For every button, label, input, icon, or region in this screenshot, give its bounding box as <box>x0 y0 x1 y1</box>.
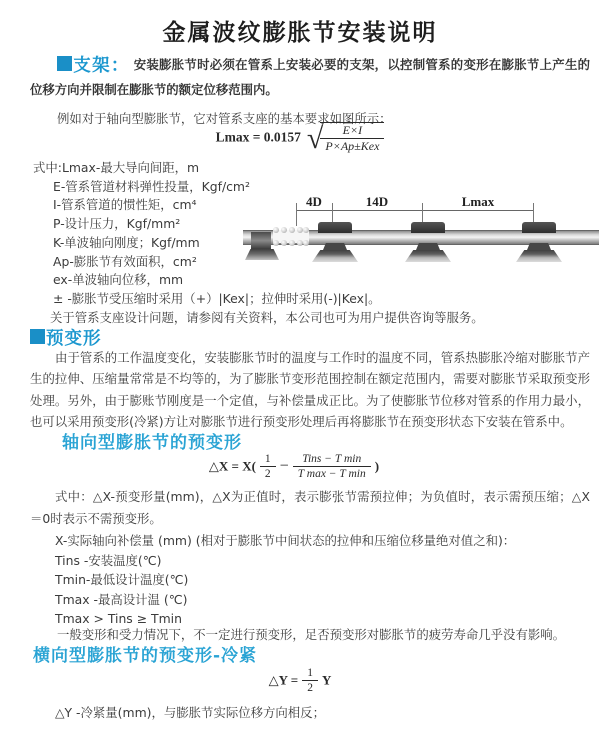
definition-item: E-管系管道材料弹性投量，Kgf/cm² <box>53 178 250 194</box>
dim-label-4d: 4D <box>306 194 322 209</box>
anchor-block <box>251 232 271 249</box>
axial-note-line: 一般变形和受力情况下，不一定进行预变形，足否预变形对膨胀节的疲劳寿命几乎没有影响。 <box>57 627 566 642</box>
definition-item: ex-单波轴向位移，mm <box>53 272 184 288</box>
definition-item: 式中:Lmax-最大导向间距，m <box>33 160 200 175</box>
lmax-formula-lhs: Lmax = 0.0157 <box>215 129 301 145</box>
blue-square-bullet <box>30 329 45 344</box>
lmax-formula-fraction <box>320 122 384 154</box>
dim-label-14d: 14D <box>365 194 389 209</box>
axial-formula-lhs: △X = X( <box>208 458 256 474</box>
support-intro-text: 安装膨胀节时必须在管系上安装必要的支架，以控制管系的变形在膨胀节上产生的位移方向并限制在膨胀节的额定位移范围内。 <box>30 57 591 97</box>
support-clamp <box>411 222 445 233</box>
lmax-formula <box>0 122 600 154</box>
lmax-fraction-numerator: E×I <box>320 123 384 139</box>
support-stem <box>323 243 347 250</box>
axial-variable-item: Tmax > Tins ≥ Tmin <box>55 611 182 626</box>
blue-square-bullet <box>57 56 72 71</box>
anchor-base <box>245 249 279 260</box>
lateral-subheading: 横向型膨胀节的预变形-冷紧 <box>33 646 258 666</box>
lateral-formula-half: $\frac{1}{2}$ <box>302 666 318 696</box>
axial-formula-close: ) <box>374 458 380 474</box>
lateral-preform-formula <box>0 666 600 696</box>
support-base <box>516 250 562 262</box>
section-label-support: 支架： <box>73 56 130 76</box>
axial-formula-half: $\frac{1}{2}$ <box>260 452 276 482</box>
axial-formula-temp-fraction: $\frac{\text{Tins − T min}}{\text{T max − T min}}$ <box>293 452 371 482</box>
lateral-formula-lhs: △Y = <box>268 672 299 688</box>
axial-variable-item: Tmax -最高设计温 (℃) <box>55 591 188 607</box>
definition-item: ± -膨胀节受压缩时采用（+）|Kex|；拉伸时采用(-)|Kex|。 <box>53 290 381 306</box>
page-title: 金属波纹膨胀节安装说明 <box>162 20 438 46</box>
lateral-formula-rhs: Y <box>321 672 332 688</box>
guide-support <box>404 222 452 268</box>
definition-item: K-单波轴向刚度；Kgf/mm <box>53 234 200 250</box>
support-clamp <box>522 222 556 233</box>
support-clamp <box>318 222 352 233</box>
axial-explain-paragraph: 式中：△X-预变形量(mm)，△X为正值时，表示膨张节需预拉伸；为负值时，表示需预压缩；△X＝0时表示不需预变形。 <box>30 489 590 526</box>
section-label-preform: 预变形 <box>46 329 102 349</box>
support-base <box>405 250 451 262</box>
axial-subheading: 轴向型膨胀节的预变形 <box>62 433 242 453</box>
radical-sign-icon: √ <box>306 121 324 155</box>
definition-item: I-管系管道的惯性矩，cm⁴ <box>53 197 197 213</box>
lateral-note-line: △Y -冷紧量(mm)，与膨胀节实际位移方向相反； <box>55 705 325 720</box>
support-spacing-diagram <box>243 192 599 272</box>
guide-support <box>311 222 359 268</box>
definition-item: P-设计压力，Kgf/mm² <box>53 216 181 232</box>
definition-item: Ap-膨胀节有效面积，cm² <box>53 253 197 269</box>
support-intro-paragraph <box>30 53 590 102</box>
fixed-anchor-support <box>245 232 281 262</box>
dim-label-lmax: Lmax <box>461 194 495 209</box>
support-closing-line: 关于管系支座设计问题，请参阅有关资料，本公司也可为用户提供咨询等服务。 <box>50 309 484 325</box>
support-base <box>312 250 358 262</box>
axial-variable-item: X-实际轴向补偿量 (mm) (相对于膨胀节中间状态的拉伸和压缩位移量绝对值之和)： <box>55 533 516 548</box>
axial-preform-formula <box>0 452 588 482</box>
axial-variable-item: Tmin-最低设计温度(℃) <box>55 572 189 587</box>
support-stem <box>416 243 440 250</box>
axial-formula-minus: − <box>279 457 289 475</box>
support-stem <box>527 243 551 250</box>
axial-variable-item: Tins -安装温度(℃) <box>55 552 162 568</box>
lmax-fraction-denominator: P×Ap±Kex <box>325 139 380 153</box>
axial-variable-list <box>55 531 515 629</box>
preform-paragraph: 由于管系的工作温度变化，安装膨胀节时的温度与工作时的温度不同，管系热膨胀冷缩对膨胀节产生的拉伸、压缩量常常是不均等的，为了膨胀节变形范围控制在额定范围内，需要对膨胀节采取预变形处理。另外，由于膨账节刚度是一个定值，与补偿量成正比。为了使膨胀节位移对管系的作用力最小，也可以采用预变形(冷紧)方让对膨胀节进行预变形处理后再将膨胀节在预变形状态下安装在管系中。 <box>30 350 590 429</box>
support-example-line: 例如对于轴向型膨胀节，它对管系支座的基本要求如图所示： <box>57 111 392 127</box>
guide-support <box>515 222 563 268</box>
